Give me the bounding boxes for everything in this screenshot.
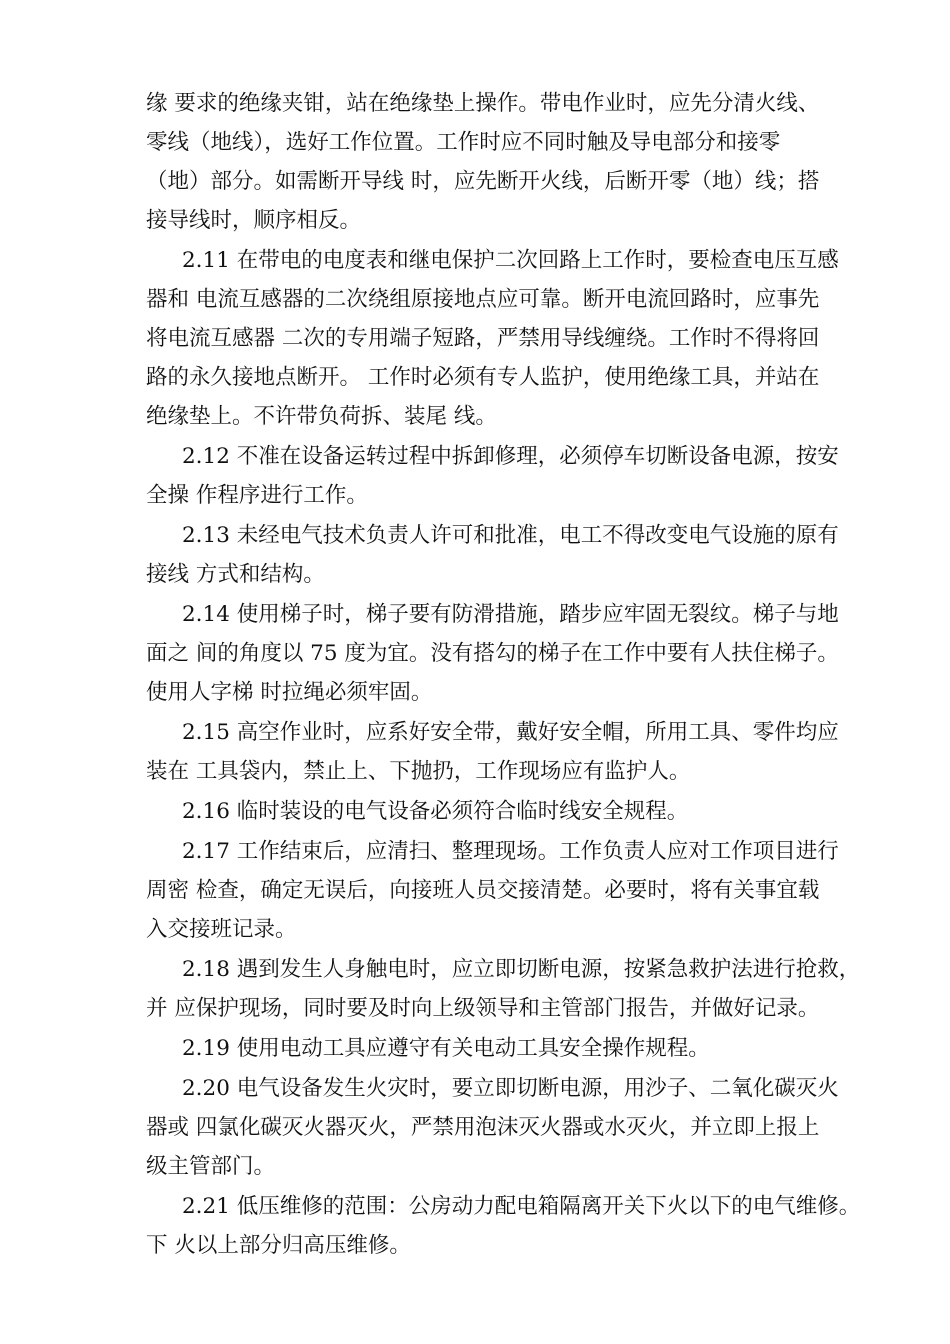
text-line: 面之 间的角度以 75 度为宜。没有搭勾的梯子在工作中要有人扶住梯子。 <box>146 641 839 666</box>
text-line: 接导线时，顺序相反。 <box>146 208 362 233</box>
text-line: 周密 检查，确定无误后，向接班人员交接清楚。必要时，将有关事宜载 <box>146 878 820 903</box>
paragraph-2-14 <box>146 595 876 712</box>
text-line: 绝缘垫上。不许带负荷拆、装尾 线。 <box>146 404 497 429</box>
text-line: 器和 电流互感器的二次绕组原接地点应可靠。断开电流回路时，应事先 <box>146 287 820 312</box>
text-line: 级主管部门。 <box>146 1154 276 1179</box>
text-line: 入交接班记录。 <box>146 917 297 942</box>
paragraph-2-12 <box>146 437 876 515</box>
text-line: 2.20 电气设备发生火灾时，要立即切断电源，用沙子、二氧化碳灭火 <box>182 1076 839 1101</box>
text-line: 2.15 高空作业时，应系好安全带，戴好安全帽，所用工具、零件均应 <box>182 720 839 745</box>
text-line: 使用人字梯 时拉绳必须牢固。 <box>146 680 433 705</box>
text-line: 2.12 不准在设备运转过程中拆卸修理，必须停车切断设备电源，按安 <box>182 444 839 469</box>
paragraph-2-11 <box>146 241 876 436</box>
text-line: 将电流互感器 二次的专用端子短路，严禁用导线缠绕。工作时不得将回 <box>146 326 820 351</box>
text-line: 并 应保护现场，同时要及时向上级领导和主管部门报告，并做好记录。 <box>146 996 820 1021</box>
paragraph-2-19 <box>146 1029 876 1068</box>
text-line: 2.13 未经电气技术负责人许可和批准，电工不得改变电气设施的原有 <box>182 523 839 548</box>
text-line: 器或 四氯化碳灭火器灭火，严禁用泡沫灭火器或水灭火，并立即上报上 <box>146 1115 820 1140</box>
text-line: 2.17 工作结束后，应清扫、整理现场。工作负责人应对工作项目进行 <box>182 839 839 864</box>
text-line: 接线 方式和结构。 <box>146 562 325 587</box>
text-line: 缘 要求的绝缘夹钳，站在绝缘垫上操作。带电作业时，应先分清火线、 <box>146 91 820 116</box>
text-line: 路的永久接地点断开。 工作时必须有专人监护，使用绝缘工具，并站在 <box>146 365 820 390</box>
text-line: 全操 作程序进行工作。 <box>146 483 368 508</box>
text-line: 装在 工具袋内，禁止上、下抛扔，工作现场应有监护人。 <box>146 759 691 784</box>
paragraph-2-13 <box>146 516 876 594</box>
paragraph-2-20 <box>146 1069 876 1186</box>
paragraph-2-16 <box>146 792 876 831</box>
text-line: 2.18 遇到发生人身触电时，应立即切断电源，按紧急救护法进行抢救， <box>182 957 861 982</box>
text-line: 2.16 临时装设的电气设备必须符合临时线安全规程。 <box>182 799 689 824</box>
text-line: 下 火以上部分归高压维修。 <box>146 1233 411 1258</box>
text-line: 2.21 低压维修的范围：公房动力配电箱隔离开关下火以下的电气维修。 <box>182 1194 861 1219</box>
paragraph-2-15 <box>146 713 876 791</box>
text-line: （地）部分。如需断开导线 时，应先断开火线，后断开零（地）线；搭 <box>146 169 820 194</box>
paragraph-2-21 <box>146 1187 876 1265</box>
text-line: 零线（地线），选好工作位置。工作时应不同时触及导电部分和接零 <box>146 130 781 155</box>
document-body <box>146 84 876 1266</box>
text-line: 2.14 使用梯子时，梯子要有防滑措施，踏步应牢固无裂纹。梯子与地 <box>182 602 839 627</box>
text-line: 2.19 使用电动工具应遵守有关电动工具安全操作规程。 <box>182 1036 710 1061</box>
text-line: 2.11 在带电的电度表和继电保护二次回路上工作时，要检查电压互感 <box>182 248 839 273</box>
paragraph-2-17 <box>146 832 876 949</box>
paragraph-2-18 <box>146 950 876 1028</box>
paragraph-continuation <box>146 84 876 240</box>
